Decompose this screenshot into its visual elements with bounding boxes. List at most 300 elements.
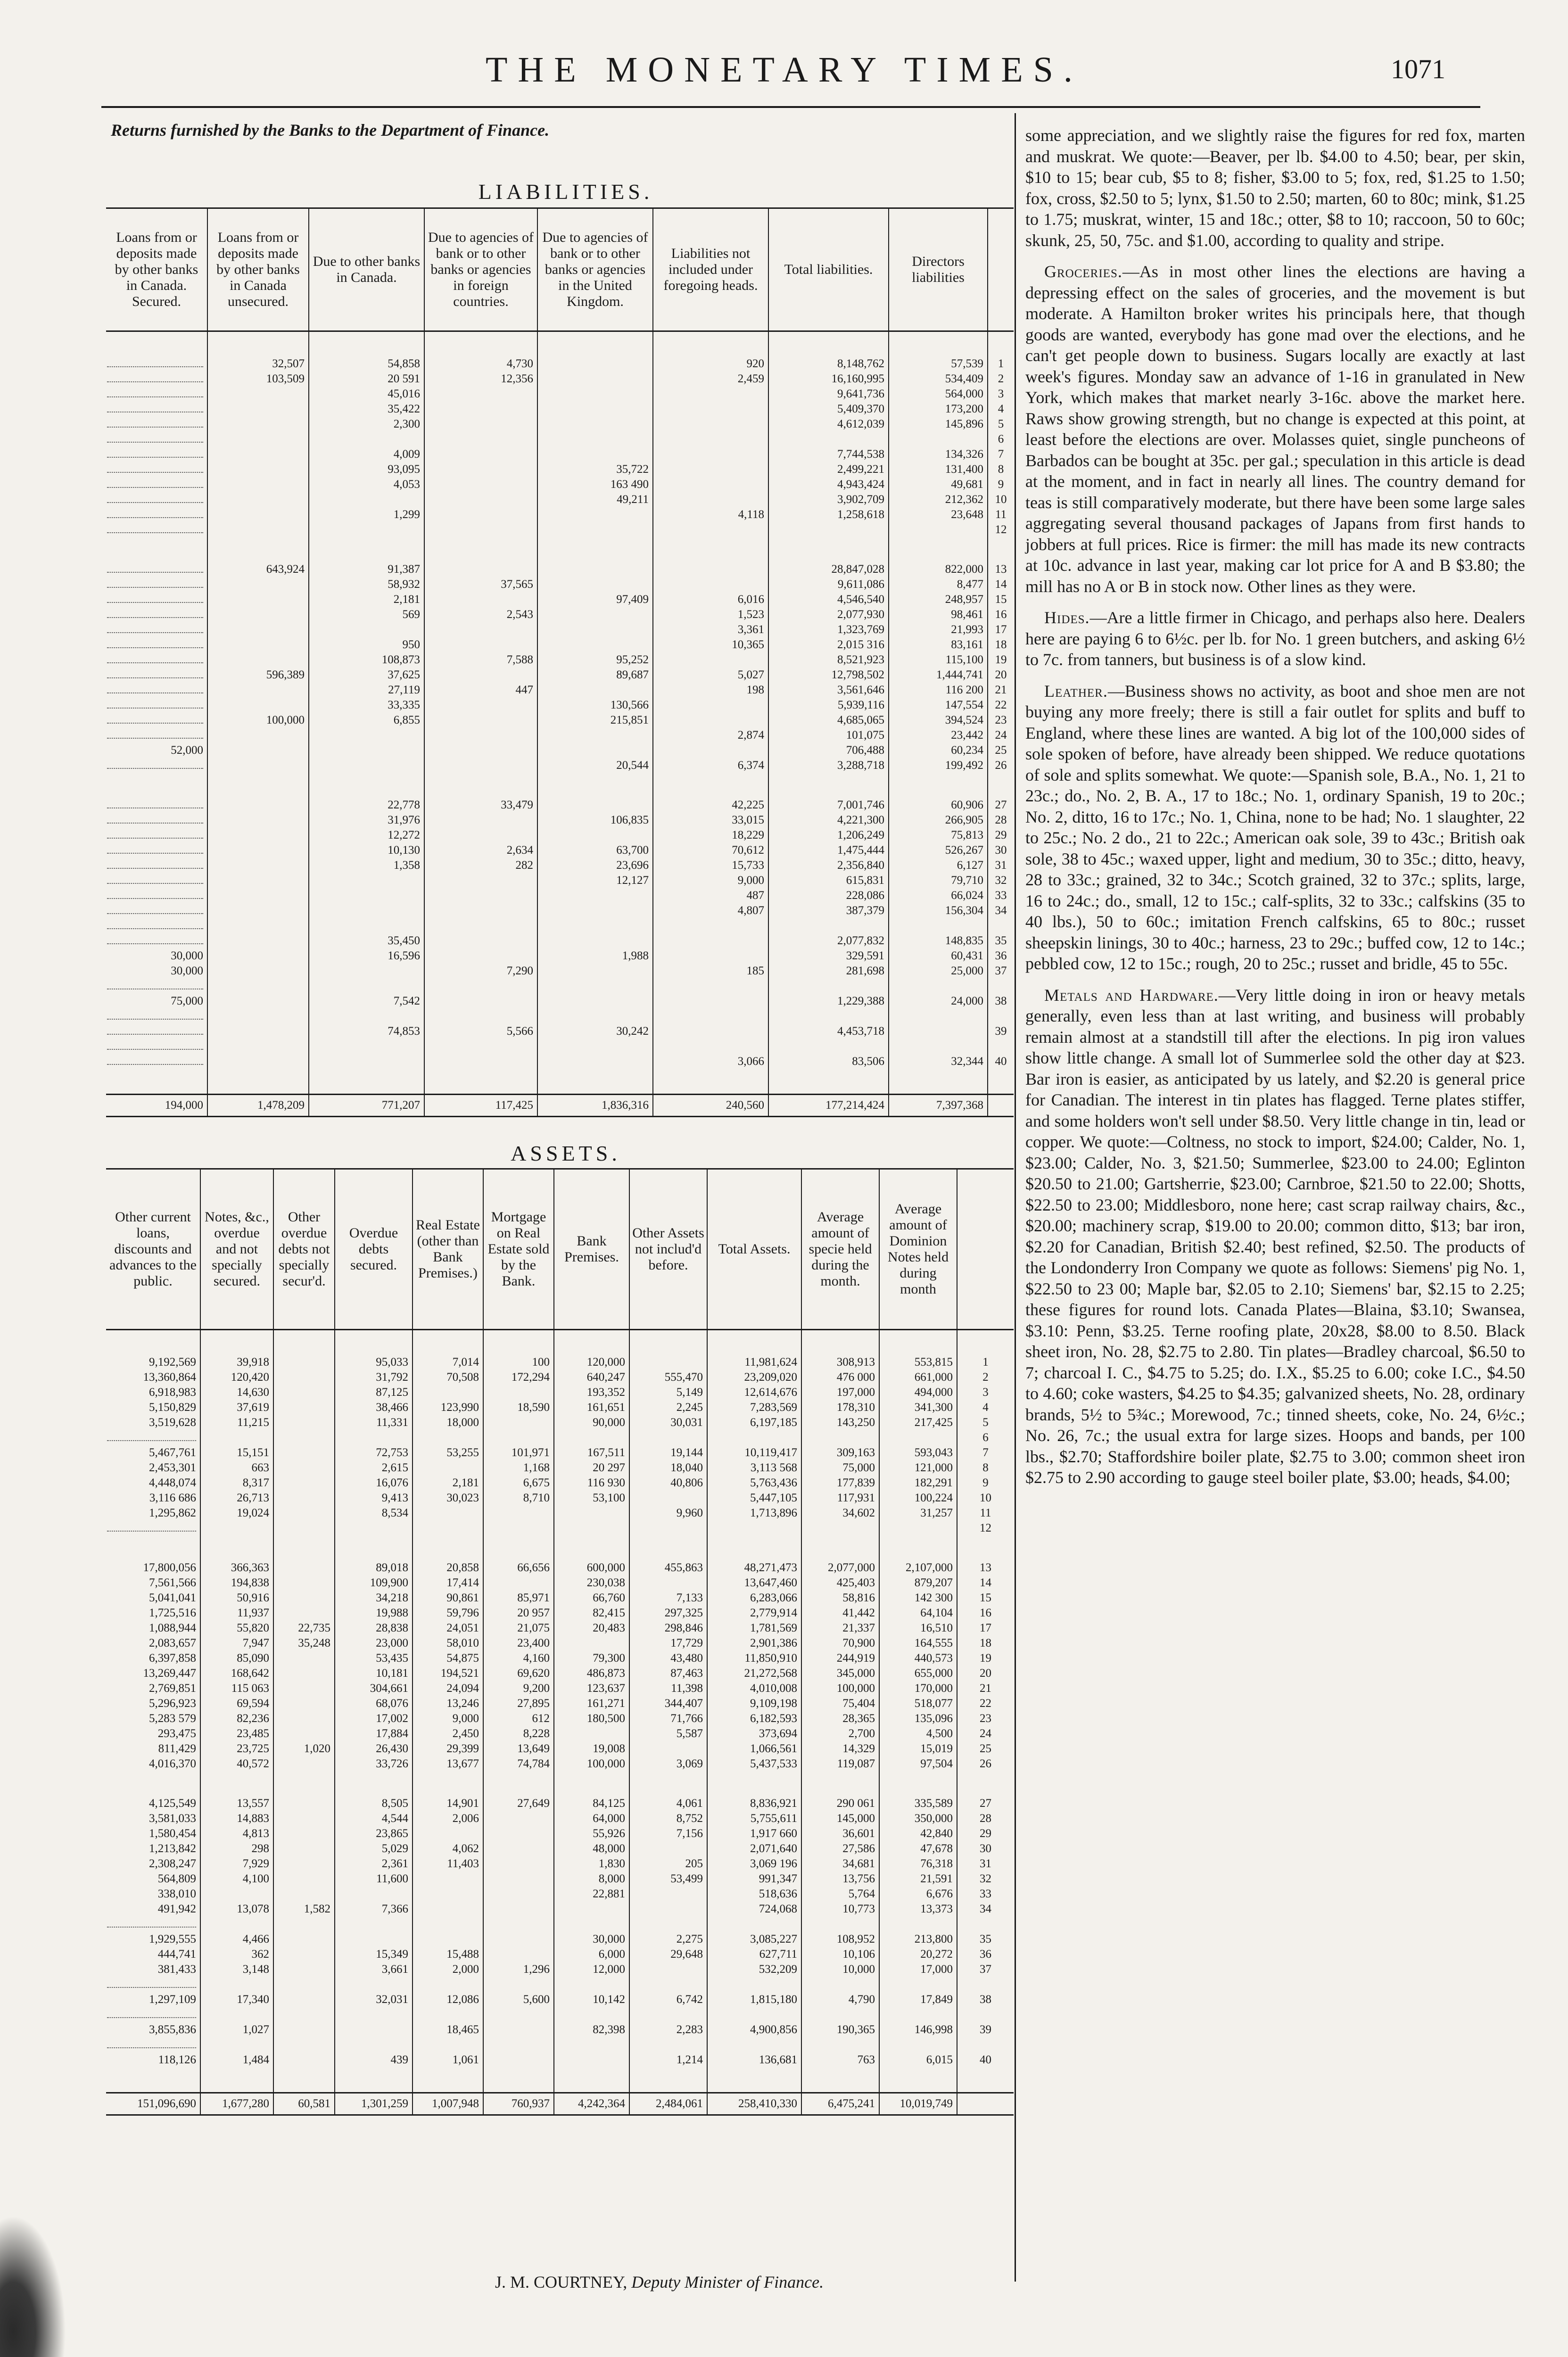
- row-number: 2: [998, 372, 1004, 385]
- table-row: [106, 1445, 1014, 1460]
- row-number: 23: [995, 714, 1007, 726]
- table-cell: 28,847,028: [768, 562, 889, 577]
- table-row: [106, 964, 1014, 979]
- table-cell: [207, 979, 309, 994]
- table-cell: [207, 683, 309, 698]
- table-cell: [801, 1917, 879, 1932]
- table-cell: 13,373: [879, 1902, 957, 1917]
- table-cell: [413, 1430, 483, 1445]
- table-cell: 494,000: [879, 1385, 957, 1400]
- table-cell: 7,014: [413, 1355, 483, 1370]
- table-row: [106, 1741, 1014, 1756]
- total-cell: 7,397,368: [889, 1095, 988, 1117]
- table-cell: 70,900: [801, 1636, 879, 1651]
- leader-dots: [107, 1920, 196, 1928]
- table-cell: 2,901,386: [707, 1636, 801, 1651]
- leader-dots: [107, 1057, 203, 1065]
- table-cell: [768, 918, 889, 933]
- table-cell: [537, 432, 653, 447]
- table-cell: 627,711: [707, 1947, 801, 1962]
- table-cell: 53,100: [554, 1491, 629, 1506]
- table-row: [106, 858, 1014, 873]
- table-cell: [629, 2007, 707, 2022]
- table-cell: 329,591: [768, 948, 889, 964]
- table-cell: [106, 903, 207, 918]
- row-number: 40: [980, 2053, 991, 2066]
- table-cell: [768, 432, 889, 447]
- table-cell: 3,066: [653, 1054, 768, 1069]
- table-cell: 75,000: [801, 1460, 879, 1475]
- table-cell: 7,561,566: [106, 1575, 200, 1591]
- table-cell: [106, 462, 207, 477]
- table-cell: [207, 888, 309, 903]
- table-cell: 161,271: [554, 1696, 629, 1711]
- table-cell: 5,467,761: [106, 1445, 200, 1460]
- table-cell: 3,113 568: [707, 1460, 801, 1475]
- leader-dots: [107, 656, 203, 663]
- table-cell: [106, 432, 207, 447]
- table-cell: 90,861: [413, 1591, 483, 1606]
- table-cell: 27,895: [483, 1696, 554, 1711]
- table-row: [106, 1917, 1014, 1932]
- table-row: [106, 698, 1014, 713]
- signature-name: J. M. COURTNEY,: [495, 2273, 627, 2291]
- table-cell: [889, 1009, 988, 1024]
- total-cell: 1,677,280: [200, 2093, 273, 2115]
- table-cell: 15,019: [879, 1741, 957, 1756]
- assets-col-header: Real Estate (other than Bank Premises.): [413, 1169, 483, 1330]
- table-cell: [537, 607, 653, 622]
- leader-dots: [107, 626, 203, 633]
- table-cell: [653, 492, 768, 507]
- leader-dots: [107, 435, 203, 443]
- leader-dots: [107, 801, 203, 808]
- table-row: [106, 592, 1014, 607]
- table-cell: 87,463: [629, 1666, 707, 1681]
- table-cell: 1,296: [483, 1962, 554, 1977]
- table-cell: 920: [653, 356, 768, 371]
- table-cell: 1,781,569: [707, 1621, 801, 1636]
- leader-dots: [107, 846, 203, 854]
- table-cell: [207, 798, 309, 813]
- table-cell: 345,000: [801, 1666, 879, 1681]
- table-cell: 58,816: [801, 1591, 879, 1606]
- table-cell: 3,085,227: [707, 1932, 801, 1947]
- table-cell: 3,148: [200, 1962, 273, 1977]
- row-number: [988, 918, 1014, 933]
- table-cell: 724,068: [707, 1902, 801, 1917]
- table-row: [106, 1475, 1014, 1491]
- table-cell: 3,855,836: [106, 2022, 200, 2037]
- table-cell: 9,611,086: [768, 577, 889, 592]
- table-cell: [335, 1917, 413, 1932]
- table-row: [106, 1932, 1014, 1947]
- row-number: [957, 2007, 1014, 2022]
- row-number: 19: [980, 1652, 991, 1665]
- table-cell: [879, 1521, 957, 1536]
- table-cell: 1,929,555: [106, 1932, 200, 1947]
- row-number: 8: [982, 1461, 989, 1474]
- table-cell: [106, 713, 207, 728]
- table-cell: 97,504: [879, 1756, 957, 1772]
- table-cell: 19,024: [200, 1506, 273, 1521]
- table-cell: 64,000: [554, 1811, 629, 1826]
- table-cell: [200, 1887, 273, 1902]
- table-cell: 23,865: [335, 1826, 413, 1841]
- table-row: [106, 758, 1014, 773]
- table-cell: 108,873: [309, 652, 424, 668]
- table-cell: 2,499,221: [768, 462, 889, 477]
- table-cell: 6,283,066: [707, 1591, 801, 1606]
- leader-dots: [107, 405, 203, 412]
- table-cell: 33,726: [335, 1756, 413, 1772]
- table-cell: [273, 1475, 335, 1491]
- row-number: 31: [995, 859, 1007, 872]
- row-number: [988, 1009, 1014, 1024]
- table-cell: 486,873: [554, 1666, 629, 1681]
- liabilities-col-header: Directors liabilities: [889, 208, 988, 331]
- table-cell: 27,649: [483, 1796, 554, 1811]
- table-row: [106, 1385, 1014, 1400]
- signature: [495, 2272, 824, 2292]
- table-cell: [207, 637, 309, 652]
- table-cell: [309, 888, 424, 903]
- table-cell: 6,127: [889, 858, 988, 873]
- table-row: [106, 918, 1014, 933]
- table-row: [106, 1591, 1014, 1606]
- table-cell: 217,425: [879, 1415, 957, 1430]
- table-cell: [106, 522, 207, 537]
- total-cell: 151,096,690: [106, 2093, 200, 2115]
- leader-dots: [107, 671, 203, 678]
- row-number: 36: [995, 949, 1007, 962]
- row-number: 24: [995, 729, 1007, 742]
- table-cell: [424, 432, 537, 447]
- row-number: 10: [995, 493, 1007, 506]
- table-cell: 19,988: [335, 1606, 413, 1621]
- table-cell: [106, 1039, 207, 1054]
- table-cell: 30,023: [413, 1491, 483, 1506]
- table-cell: 83,161: [889, 637, 988, 652]
- table-cell: [207, 933, 309, 948]
- table-cell: 212,362: [889, 492, 988, 507]
- table-cell: 13,756: [801, 1871, 879, 1887]
- table-cell: 518,077: [879, 1696, 957, 1711]
- table-cell: [653, 462, 768, 477]
- table-cell: [207, 728, 309, 743]
- page-number: 1071: [1391, 54, 1445, 84]
- table-cell: [707, 1430, 801, 1445]
- table-cell: [424, 1009, 537, 1024]
- table-cell: [335, 2022, 413, 2037]
- table-cell: 2,450: [413, 1726, 483, 1741]
- total-cell: 760,937: [483, 2093, 554, 2115]
- table-cell: 373,694: [707, 1726, 801, 1741]
- table-cell: 366,363: [200, 1560, 273, 1575]
- table-cell: 10,365: [653, 637, 768, 652]
- table-cell: 49,211: [537, 492, 653, 507]
- table-cell: 13,246: [413, 1696, 483, 1711]
- table-cell: 70,508: [413, 1370, 483, 1385]
- table-cell: 10,000: [801, 1962, 879, 1977]
- table-cell: 98,461: [889, 607, 988, 622]
- table-cell: 2,245: [629, 1400, 707, 1415]
- table-row: [106, 1947, 1014, 1962]
- table-cell: [424, 903, 537, 918]
- table-cell: 101,075: [768, 728, 889, 743]
- leader-dots: [107, 1434, 196, 1441]
- table-cell: [207, 873, 309, 888]
- table-cell: 69,594: [200, 1696, 273, 1711]
- table-row: [106, 622, 1014, 637]
- table-cell: [483, 1826, 554, 1841]
- leader-dots: [107, 360, 203, 367]
- table-cell: [653, 577, 768, 592]
- table-row: [106, 813, 1014, 828]
- table-cell: 5,600: [483, 1992, 554, 2007]
- table-cell: [309, 903, 424, 918]
- table-cell: 23,725: [200, 1741, 273, 1756]
- table-cell: [537, 622, 653, 637]
- table-cell: [273, 1947, 335, 1962]
- table-cell: 228,086: [768, 888, 889, 903]
- row-number: 3: [982, 1386, 989, 1399]
- table-cell: 9,109,198: [707, 1696, 801, 1711]
- table-row: [106, 1430, 1014, 1445]
- table-row: [106, 888, 1014, 903]
- table-cell: [483, 1932, 554, 1947]
- table-cell: 53,435: [335, 1651, 413, 1666]
- row-number: 17: [980, 1622, 991, 1634]
- table-row: [106, 1651, 1014, 1666]
- table-cell: 97,409: [537, 592, 653, 607]
- table-cell: [200, 1521, 273, 1536]
- table-row: [106, 1009, 1014, 1024]
- row-number: 29: [995, 829, 1007, 841]
- table-cell: 22,778: [309, 798, 424, 813]
- groceries-heading: Groceries.: [1044, 262, 1122, 281]
- table-row: [106, 417, 1014, 432]
- left-gutter: [0, 0, 28, 2357]
- table-cell: 31,976: [309, 813, 424, 828]
- table-cell: 194,521: [413, 1666, 483, 1681]
- row-number: 18: [980, 1637, 991, 1649]
- liabilities-col-header: Due to other banks in Canada.: [309, 208, 424, 331]
- table-cell: 27,119: [309, 683, 424, 698]
- table-cell: 8,477: [889, 577, 988, 592]
- table-cell: 6,182,593: [707, 1711, 801, 1726]
- table-cell: 3,361: [653, 622, 768, 637]
- table-cell: [629, 2037, 707, 2052]
- total-cell: [988, 1095, 1014, 1117]
- table-cell: 2,083,657: [106, 1636, 200, 1651]
- table-cell: 3,561,646: [768, 683, 889, 698]
- table-cell: 23,209,020: [707, 1370, 801, 1385]
- row-number: [957, 2037, 1014, 2052]
- table-row: [106, 1521, 1014, 1536]
- leader-dots: [107, 375, 203, 382]
- table-cell: [653, 417, 768, 432]
- table-cell: 89,018: [335, 1560, 413, 1575]
- table-cell: 2,181: [413, 1475, 483, 1491]
- table-cell: 6,675: [483, 1475, 554, 1491]
- table-cell: [554, 1636, 629, 1651]
- signature-title: Deputy Minister of Finance.: [631, 2273, 824, 2291]
- row-number: 30: [995, 844, 1007, 857]
- table-cell: [106, 652, 207, 668]
- table-cell: 2,779,914: [707, 1606, 801, 1621]
- table-cell: [889, 918, 988, 933]
- table-row: [106, 2052, 1014, 2068]
- table-cell: [106, 607, 207, 622]
- group-gap: [106, 537, 1014, 562]
- table-cell: [273, 2052, 335, 2068]
- leader-dots: [107, 686, 203, 693]
- table-cell: 15,488: [413, 1947, 483, 1962]
- table-cell: [207, 507, 309, 522]
- table-cell: [424, 979, 537, 994]
- table-cell: 32,507: [207, 356, 309, 371]
- table-cell: 115,100: [889, 652, 988, 668]
- table-cell: [889, 432, 988, 447]
- table-cell: 822,000: [889, 562, 988, 577]
- table-cell: 49,681: [889, 477, 988, 492]
- table-cell: [273, 1521, 335, 1536]
- row-number: 6: [998, 433, 1004, 445]
- table-cell: [424, 758, 537, 773]
- table-cell: [309, 728, 424, 743]
- table-cell: 21,993: [889, 622, 988, 637]
- row-number: 6: [982, 1431, 989, 1444]
- table-cell: 7,283,569: [707, 1400, 801, 1415]
- table-cell: [106, 2007, 200, 2022]
- row-number: 14: [980, 1576, 991, 1589]
- table-cell: [707, 2007, 801, 2022]
- table-cell: [273, 1796, 335, 1811]
- table-cell: [413, 1460, 483, 1475]
- table-cell: [424, 873, 537, 888]
- row-number: 4: [998, 403, 1004, 415]
- table-cell: [106, 858, 207, 873]
- assets-col-header: Other current loans, discounts and advances to the public.: [106, 1169, 200, 1330]
- table-row: [106, 432, 1014, 447]
- table-cell: 170,000: [879, 1681, 957, 1696]
- table-row: [106, 1039, 1014, 1054]
- table-cell: 487: [653, 888, 768, 903]
- table-cell: [207, 607, 309, 622]
- table-cell: 14,329: [801, 1741, 879, 1756]
- table-cell: 120,000: [554, 1355, 629, 1370]
- table-cell: 5,755,611: [707, 1811, 801, 1826]
- assets-title: ASSETS.: [511, 1141, 621, 1165]
- table-cell: [106, 507, 207, 522]
- assets-col-header: Other Assets not includ'd before.: [629, 1169, 707, 1330]
- table-cell: 4,546,540: [768, 592, 889, 607]
- table-cell: 11,850,910: [707, 1651, 801, 1666]
- table-cell: 447: [424, 683, 537, 698]
- table-cell: 48,000: [554, 1841, 629, 1856]
- table-row: [106, 1621, 1014, 1636]
- table-cell: 116 200: [889, 683, 988, 698]
- row-number: 34: [995, 904, 1007, 917]
- assets-col-header: Bank Premises.: [554, 1169, 629, 1330]
- row-number: 27: [980, 1797, 991, 1810]
- leader-dots: [107, 450, 203, 458]
- table-cell: [413, 1506, 483, 1521]
- table-cell: 26,430: [335, 1741, 413, 1756]
- table-row: [106, 2037, 1014, 2052]
- table-cell: [273, 1726, 335, 1741]
- table-cell: [309, 743, 424, 758]
- table-cell: [483, 2052, 554, 2068]
- groceries-text: —As in most other lines the elections are having a depressing effect on the sales of groceries, and the movement is but moderate. A Hamilton broker writes his principals here, that though goods are wanted, everybody has gone mad over the elections, and he can't get people down to business. Sugars locally are exactly at last week's figures. Monday saw an advance of 1-16 in granulated in New York, which makes that market nearly 3-16c. above the market here. Raws show growing strength, but no change is expected at this point, at least before the elections are over. Molasses quiet, single puncheons of Barbados can be bought at 35c. per gal.; speculation in this article is dead at the moment, and in fact in nearly all lines. The country demand for teas is still comparatively moderate, but there have been some large sales aggregating several thousand packages of Japans from first hands to jobbers at full prices. Rice is firmer: the mill has made its new contracts at 10c. advance in last year, making car lot price for A and B $3.80; the mill has no A or B in stock now. Other lines as they were.: [1025, 262, 1525, 596]
- table-cell: [483, 1856, 554, 1871]
- table-cell: 84,125: [554, 1796, 629, 1811]
- table-cell: [483, 1385, 554, 1400]
- table-cell: 7,156: [629, 1826, 707, 1841]
- leather-heading: Leather.: [1044, 681, 1108, 701]
- total-cell: 60,581: [273, 2093, 335, 2115]
- table-cell: [335, 1977, 413, 1992]
- table-cell: [207, 758, 309, 773]
- table-cell: 15,733: [653, 858, 768, 873]
- row-number: 12: [995, 523, 1007, 536]
- table-cell: [537, 1039, 653, 1054]
- row-number: 13: [980, 1561, 991, 1574]
- table-cell: 6,016: [653, 592, 768, 607]
- table-cell: [106, 1977, 200, 1992]
- table-cell: 4,221,300: [768, 813, 889, 828]
- table-cell: 555,470: [629, 1370, 707, 1385]
- table-cell: 182,291: [879, 1475, 957, 1491]
- table-cell: [537, 1009, 653, 1024]
- table-cell: 10,142: [554, 1992, 629, 2007]
- table-cell: 2,181: [309, 592, 424, 607]
- table-cell: [207, 622, 309, 637]
- table-cell: [424, 417, 537, 432]
- table-cell: 75,000: [106, 994, 207, 1009]
- table-cell: 15,349: [335, 1947, 413, 1962]
- row-number: 37: [995, 964, 1007, 977]
- table-row: [106, 728, 1014, 743]
- table-cell: [653, 743, 768, 758]
- table-cell: 1,475,444: [768, 843, 889, 858]
- table-cell: [483, 2037, 554, 2052]
- table-cell: 18,229: [653, 828, 768, 843]
- row-number: 20: [980, 1667, 991, 1680]
- row-number: 38: [995, 995, 1007, 1007]
- table-cell: 6,676: [879, 1887, 957, 1902]
- table-cell: [273, 2022, 335, 2037]
- table-row: [106, 356, 1014, 371]
- table-cell: [106, 562, 207, 577]
- table-cell: [106, 728, 207, 743]
- table-cell: 596,389: [207, 668, 309, 683]
- table-cell: 20 297: [554, 1460, 629, 1475]
- table-cell: [335, 1521, 413, 1536]
- table-row: [106, 1711, 1014, 1726]
- table-cell: [309, 492, 424, 507]
- row-number: [988, 1039, 1014, 1054]
- table-cell: 57,539: [889, 356, 988, 371]
- table-cell: 444,741: [106, 1947, 200, 1962]
- table-cell: 4,544: [335, 1811, 413, 1826]
- table-cell: [653, 477, 768, 492]
- table-cell: 7,744,538: [768, 447, 889, 462]
- table-row: [106, 1506, 1014, 1521]
- table-cell: 12,000: [554, 1962, 629, 1977]
- table-row: [106, 477, 1014, 492]
